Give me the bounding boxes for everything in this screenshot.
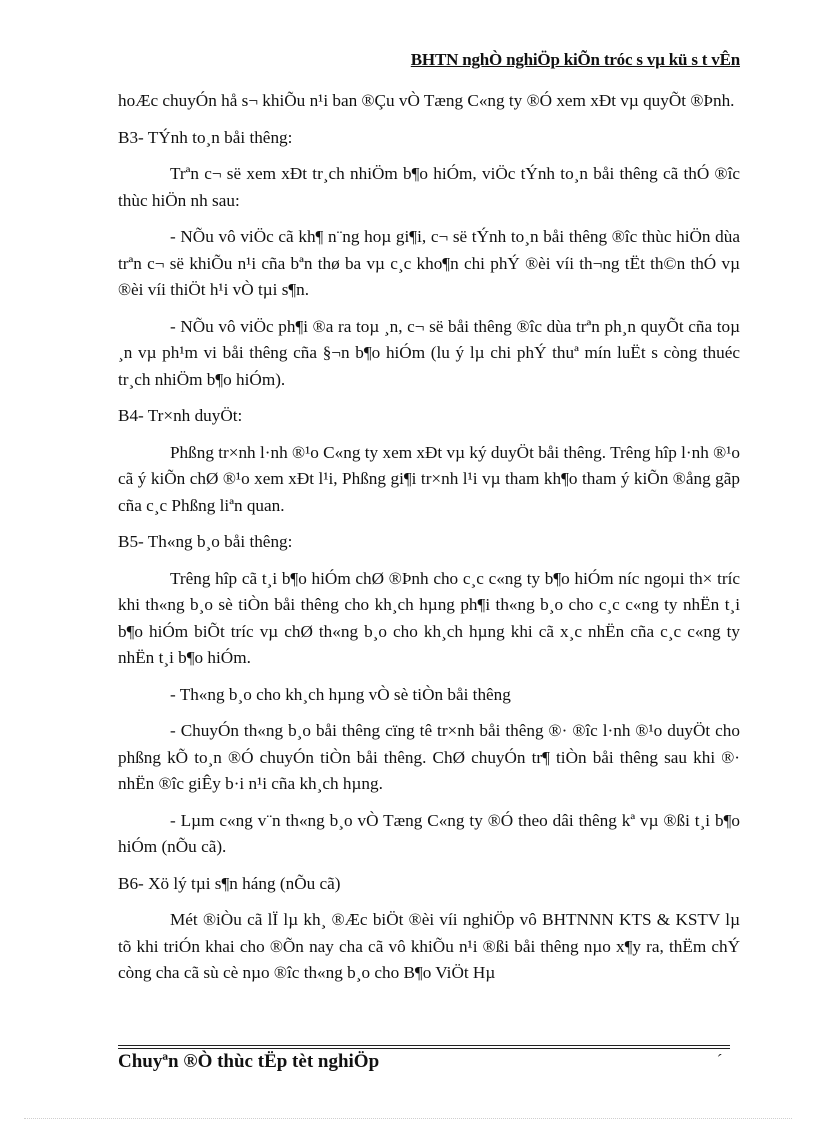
paragraph-5: Phßng tr×nh l·nh ®¹o C«ng ty xem xÐt vµ ký duyÖt båi thêng. Trêng hîp l·nh ®¹o cã ý kiÕn chØ ®¹o xem xÐt l¹i, Phßng gi¶i tr×nh l¹i vµ tham kh¶o tham ý kiÕn ®ång gãp cña c¸c Phßng liªn quan. xyxy=(118,442,740,515)
document-body xyxy=(118,88,740,997)
section-heading-b4: B4- Tr×nh duyÖt: xyxy=(118,406,243,425)
paragraph-4: - NÕu vô viÖc ph¶i ®a ra toµ ¸n, c¬ së båi thêng ®îc dùa trªn ph¸n quyÕt cña toµ ¸n vµ ph¹m vi båi thêng cña §¬n b¶o hiÓm (lu ý lµ chi phÝ thuª mín luËt s còng thuéc tr¸ch nhiÖm b¶o hiÓm). xyxy=(118,316,740,389)
paragraph-2: Trªn c¬ së xem xÐt tr¸ch nhiÖm b¶o hiÓm, viÖc tÝnh to¸n båi thêng cã thÓ ®îc thùc hiÖn nh sau: xyxy=(118,164,740,210)
running-header: BHTN nghÒ nghiÖp kiÕn tróc s vµ kü s t vÊn xyxy=(410,50,740,69)
paragraph-1: hoÆc chuyÓn hå s¬ khiÕu n¹i ban ®Çu vÒ Tæng C«ng ty ®Ó xem xÐt vµ quyÕt ®Þnh. xyxy=(118,91,735,110)
paragraph-7: - Th«ng b¸o cho kh¸ch hµng vÒ sè tiÒn båi thêng xyxy=(170,684,511,704)
paragraph-9: - Lµm c«ng v¨n th«ng b¸o vÒ Tæng C«ng ty ®Ó theo dâi thêng kª vµ ®ßi t¸i b¶o hiÓm (nÕu cã). xyxy=(118,810,740,856)
section-heading-b3: B3- TÝnh to¸n båi thêng: xyxy=(118,127,293,147)
running-footer: Chuyªn ®Ò thùc tËp tèt nghiÖp xyxy=(118,1051,380,1072)
footer-divider xyxy=(118,1045,730,1049)
paragraph-8: - ChuyÓn th«ng b¸o båi thêng cïng tê tr×nh båi thêng ®· ®îc l·nh ®¹o duyÖt cho phßng kÕ to¸n ®Ó chuyÓn tiÒn båi thêng. ChØ chuyÓn tr¶ tiÒn båi thêng sau khi ®· nhËn ®îc giÊy b·i n¹i cña kh¸ch hµng. xyxy=(118,721,740,793)
paragraph-6: Trêng hîp cã t¸i b¶o hiÓm chØ ®Þnh cho c¸c c«ng ty b¶o hiÓm níc ngoµi th× tríc khi th«ng b¸o sè tiÒn båi thêng cho kh¸ch hµng ph¶i th«ng b¸o cho c¸c c«ng ty nhËn t¸i b¶o hiÓm biÕt tríc vµ chØ th«ng b¸o cho kh¸ch hµng khi cã x¸c nhËn cña c¸c c«ng ty nhËn t¸i b¶o hiÓm. xyxy=(118,568,740,667)
section-heading-b6: B6- Xö lý tµi s¶n háng (nÕu cã) xyxy=(118,873,341,893)
footer-mark: ´ xyxy=(716,1052,722,1069)
paragraph-3: - NÕu vô viÖc cã kh¶ n¨ng hoµ gi¶i, c¬ së tÝnh to¸n båi thêng ®îc thùc hiÖn dùa trªn c¬ së khiÕu n¹i cña bªn thø ba vµ c¸c kho¶n chi phÝ ®èi víi th¬ng tËt th©n thÓ vµ ®èi víi thiÖt h¹i vÒ tµi s¶n. xyxy=(118,227,740,299)
section-heading-b5: B5- Th«ng b¸o båi thêng: xyxy=(118,532,293,551)
page-edge-divider xyxy=(24,1118,792,1119)
paragraph-10: Mét ®iÒu cã lÏ lµ kh¸ ®Æc biÖt ®èi víi nghiÖp vô BHTNNN KTS & KSTV lµ tõ khi triÓn khai cho ®Õn nay cha cã vô khiÕu n¹i ®ßi båi thêng nµo x¶y ra, thËm chÝ còng cha cã sù cè nµo ®îc th«ng b¸o cho B¶o ViÖt Hµ xyxy=(118,910,740,982)
